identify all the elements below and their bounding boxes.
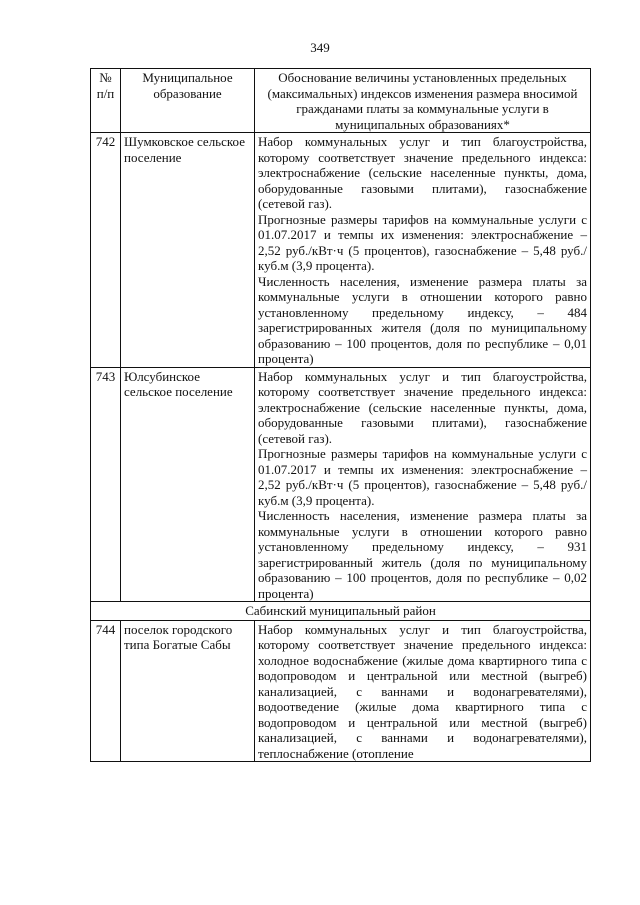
paragraph: Прогнозные размеры тарифов на коммунальные услуги с 01.07.2017 и темпы их изменения: электроснабжение – 2,52 руб./кВт·ч (5 процентов), газоснабжение – 5,48 руб./куб.м (3,9 процента). (258, 446, 587, 508)
row-number: 743 (91, 367, 121, 602)
table-row (91, 367, 591, 602)
tariff-table (90, 68, 591, 762)
header-justification: Обоснование величины установленных предельных (максимальных) индексов изменения размера вносимой гражданами платы за коммунальные услуги в муниципальных образованиях* (255, 69, 591, 133)
row-municipality: Шумковское сельское поселение (121, 133, 255, 368)
row-number: 742 (91, 133, 121, 368)
district-name: Сабинский муниципальный район (91, 602, 591, 621)
row-municipality: Юлсубинское сельское поселение (121, 367, 255, 602)
row-justification (255, 367, 591, 602)
paragraph: Набор коммунальных услуг и тип благоустройства, которому соответствует значение предельного индекса: электроснабжение (сельские населенные пункты, дома, оборудованные газовыми плитами), газоснабжение (сетевой газ). (258, 134, 587, 211)
row-justification (255, 620, 591, 762)
district-row (91, 602, 591, 621)
paragraph: Прогнозные размеры тарифов на коммунальные услуги с 01.07.2017 и темпы их изменения: электроснабжение – 2,52 руб./кВт·ч (5 процентов), газоснабжение – 5,48 руб./куб.м (3,9 процента). (258, 211, 587, 273)
table-row (91, 620, 591, 762)
header-number: № п/п (91, 69, 121, 133)
row-justification (255, 133, 591, 368)
row-municipality: поселок городского типа Богатые Сабы (121, 620, 255, 762)
table-row (91, 133, 591, 368)
header-municipality: Муниципальное образование (121, 69, 255, 133)
paragraph: Набор коммунальных услуг и тип благоустройства, которому соответствует значение предельного индекса: холодное водоснабжение (жилые дома квартирного типа с водопроводом и центральной или местной (выгреб) канализацией, с ваннами и водонагревателями), водоотведение (жилые дома квартирного типа с водопроводом и центральной или местной (выгреб) канализацией, с ваннами и водонагревателями), теплоснабжение (отопление (258, 621, 587, 761)
paragraph: Набор коммунальных услуг и тип благоустройства, которому соответствует значение предельного индекса: электроснабжение (сельские населенные пункты, дома, оборудованные газовыми плитами), газоснабжение (сетевой газ). (258, 368, 587, 446)
table-header-row (91, 69, 591, 133)
paragraph: Численность населения, изменение размера платы за коммунальные услуги в отношении которого равно установленному предельному индексу, – 484 зарегистрированных жителя (доля по муниципальному образованию – 100 процентов, доля по республике – 0,01 процента) (258, 273, 587, 366)
page-number: 349 (310, 40, 330, 55)
row-number: 744 (91, 620, 121, 762)
paragraph: Численность населения, изменение размера платы за коммунальные услуги в отношении которого равно установленному предельному индексу, – 931 зарегистрированный житель (доля по муниципальному образованию – 100 процентов, доля по республике – 0,02 процента) (258, 508, 587, 601)
